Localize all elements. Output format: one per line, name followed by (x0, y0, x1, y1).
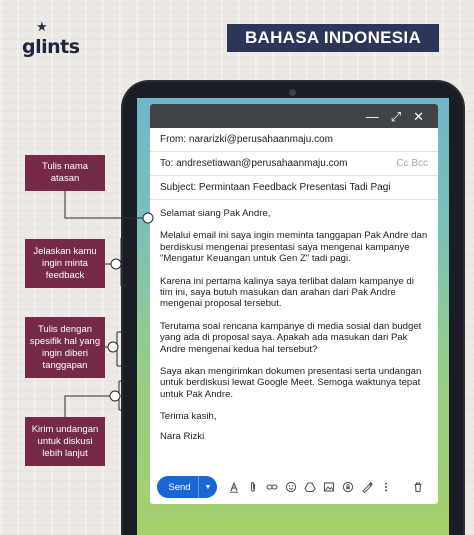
emoji-icon[interactable] (284, 480, 298, 494)
send-label: Send (168, 481, 191, 493)
link-icon[interactable] (265, 480, 279, 494)
closing: Terima kasih, (160, 411, 217, 423)
connector-line-specific (105, 332, 117, 366)
lock-icon[interactable] (341, 480, 355, 494)
to-label: To: (160, 158, 174, 169)
email-body[interactable] (150, 200, 438, 442)
connector-dot-invitation (110, 391, 120, 401)
chevron-down-icon[interactable]: ▼ (204, 483, 212, 491)
signature: Nara Rizki (160, 430, 205, 442)
attach-icon[interactable] (246, 480, 260, 494)
star-icon: ★ (36, 19, 48, 34)
logo-text: glints (22, 36, 80, 58)
paragraph-intent: Melalui email ini saya ingin meminta tanggapan Pak Andre dan berdiskusi mengenai presentasi saya mengenai kampanye "Mengatur Keuangan untuk Gen Z" tadi pagi. (160, 230, 428, 265)
from-field[interactable] (150, 128, 438, 152)
greeting: Selamat siang Pak Andre, (160, 208, 271, 219)
connector-dot-specific (108, 342, 118, 352)
trash-icon[interactable] (412, 480, 426, 494)
compose-title-bar (150, 104, 438, 128)
minimize-icon[interactable]: — (365, 108, 379, 124)
close-icon[interactable]: ✕ (413, 108, 424, 124)
cc-bcc-link[interactable]: Cc Bcc (396, 158, 428, 169)
formatting-icons (227, 480, 393, 494)
annotation-recipient-name: Tulis nama atasan (25, 155, 105, 191)
paragraph-invitation: Saya akan mengirimkan dokumen presentasi serta undangan untuk berdiskusi lewat Google Meet. Semoga waktunya tepat untuk Pak Andre. (160, 366, 422, 400)
paragraph-specific: Terutama soal rencana kampanye di media sosial dan budget yang ada di proposal saya. Apakah ada masukan dari Pak Andre mengenai kedua hal tersebut? (160, 320, 422, 355)
annotation-request-feedback: Jelaskan kamu ingin minta feedback (25, 239, 105, 288)
expand-icon[interactable]: ⤢ (390, 108, 402, 124)
send-button[interactable] (157, 476, 217, 498)
connector-dot-intent (111, 259, 121, 269)
drive-icon[interactable] (303, 480, 317, 494)
language-badge: BAHASA INDONESIA (227, 24, 439, 52)
subject-value: Permintaan Feedback Presentasi Tadi Pagi (198, 182, 391, 193)
subject-label: Subject: (160, 182, 197, 193)
subject-field[interactable] (150, 176, 438, 200)
annotation-send-invitation: Kirim undangan untuk diskusi lebih lanjut (25, 417, 105, 466)
to-value: andresetiawan@perusahaanmaju.com (176, 158, 348, 169)
more-options-icon[interactable] (379, 480, 393, 494)
annotation-be-specific: Tulis dengan spesifik hal yang ingin diberi tanggapan (25, 317, 105, 378)
email-compose-window (150, 104, 438, 504)
to-field[interactable] (150, 152, 438, 176)
compose-toolbar (150, 470, 438, 504)
photo-icon[interactable] (322, 480, 336, 494)
format-text-icon[interactable] (227, 480, 241, 494)
camera-dot (289, 89, 296, 96)
connector-line-intent (105, 238, 121, 286)
paragraph-context: Karena ini pertama kalinya saya terlibat dalam kampanye di tim ini, saya butuh masukan dan arahan dari Pak Andre mengenai proposal tersebut. (160, 275, 414, 310)
from-label: From: (160, 134, 187, 145)
signature-icon[interactable] (360, 480, 374, 494)
from-value: nararizki@perusahaanmaju.com (188, 134, 333, 145)
connector-line-invitation (65, 381, 119, 417)
